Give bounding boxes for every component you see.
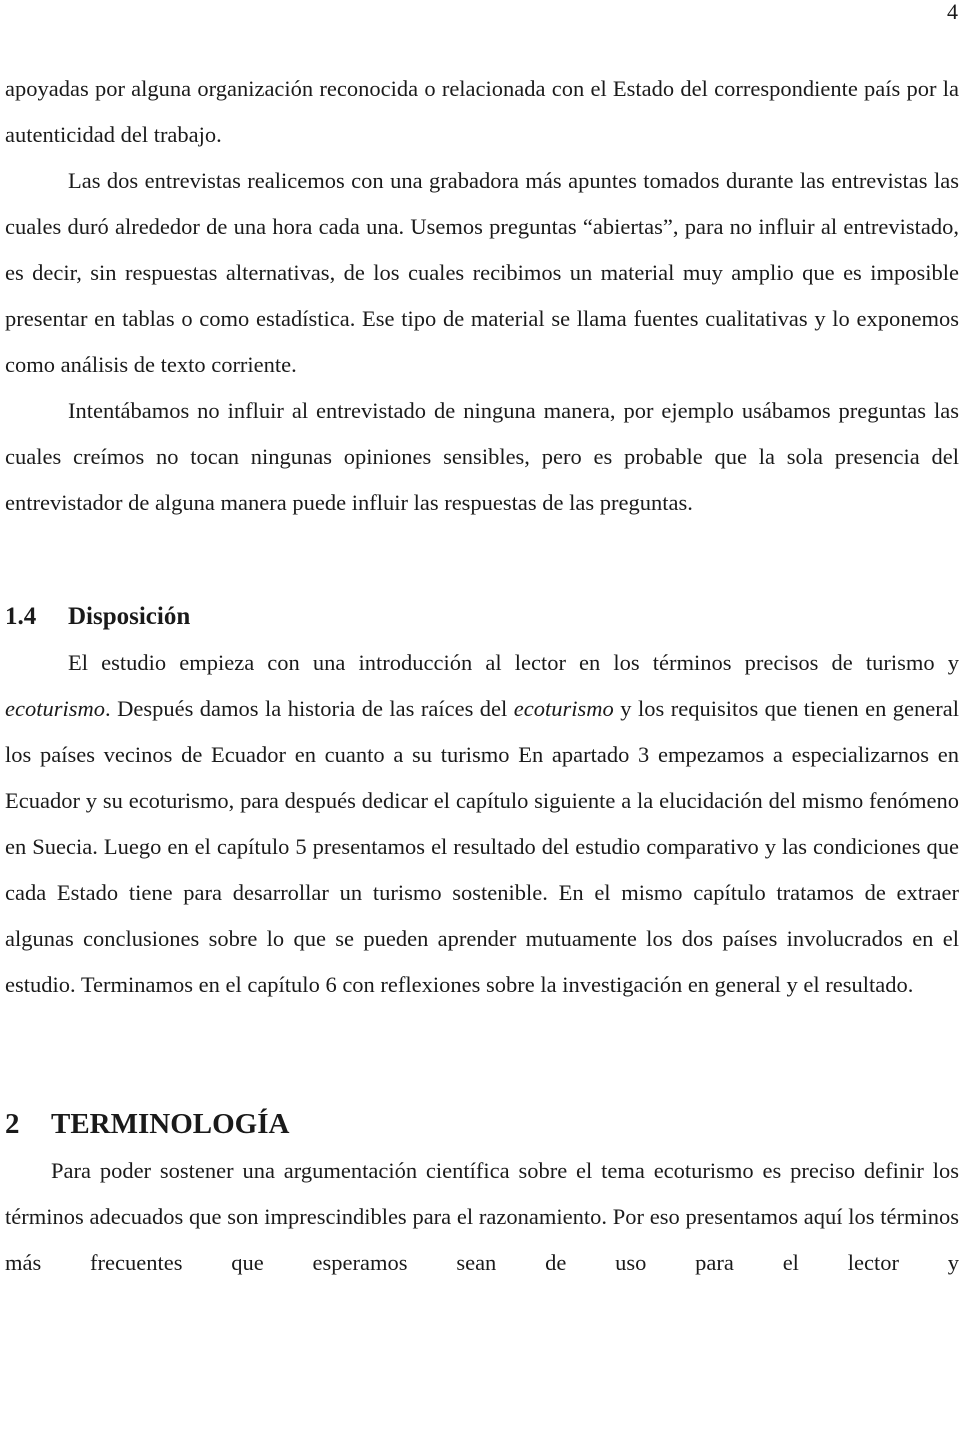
paragraph: Para poder sostener una argumentación científica sobre el tema ecoturismo es preciso definir los términos adecuados que son imprescindibles para el razonamiento. Por eso presentamos aquí los términos más frecuentes que esperamos sean de uso para el lector y	[5, 1158, 959, 1275]
paragraph: Intentábamos no influir al entrevistado de ninguna manera, por ejemplo usábamos preguntas las cuales creímos no tocan ningunas opiniones sensibles, pero es probable que la sola presencia del entrevistador de alguna manera puede influir las respuestas de las preguntas.	[5, 398, 959, 515]
chapter-number: 2	[5, 1108, 20, 1140]
text-run: . Después damos la historia de las raíces del	[105, 696, 514, 721]
text-run: El estudio empieza con una introducción al lector en los términos precisos de turismo y	[68, 650, 959, 675]
chapter-title: TERMINOLOGÍA	[51, 1108, 290, 1140]
paragraph: apoyadas por alguna organización reconocida o relacionada con el Estado del correspondiente país por la autenticidad del trabajo.	[5, 76, 959, 147]
page-number: 4	[947, 0, 958, 24]
section-title: Disposición	[68, 603, 191, 630]
chapter-heading	[5, 1100, 959, 1148]
italic-term: ecoturismo	[513, 696, 614, 721]
section-heading	[5, 594, 959, 640]
section-number: 1.4	[5, 603, 37, 630]
document-body	[5, 66, 959, 1286]
paragraph: Las dos entrevistas realicemos con una grabadora más apuntes tomados durante las entrevistas las cuales duró alrededor de una hora cada una. Usemos preguntas “abiertas”, para no influir al entrevistado, es decir, sin respuestas alternativas, de los cuales recibimos un material muy amplio que es imposible presentar en tablas o como estadística. Ese tipo de material se llama fuentes cualitativas y lo exponemos como análisis de texto corriente.	[5, 168, 959, 377]
italic-term: ecoturismo	[5, 696, 105, 721]
text-run: y los requisitos que tienen en general los países vecinos de Ecuador en cuanto a su turismo En apartado 3 empezamos a especializarnos en Ecuador y su ecoturismo, para después dedicar el capítulo siguiente a la elucidación del mismo fenómeno en Suecia. Luego en el capítulo 5 presentamos el resultado del estudio comparativo y las condiciones que cada Estado tiene para desarrollar un turismo sostenible. En el mismo capítulo tratamos de extraer algunas conclusiones sobre lo que se pueden aprender mutuamente los dos países involucrados en el estudio. Terminamos en el capítulo 6 con reflexiones sobre la investigación en general y el resultado.	[5, 696, 960, 997]
paragraph	[5, 640, 959, 1008]
